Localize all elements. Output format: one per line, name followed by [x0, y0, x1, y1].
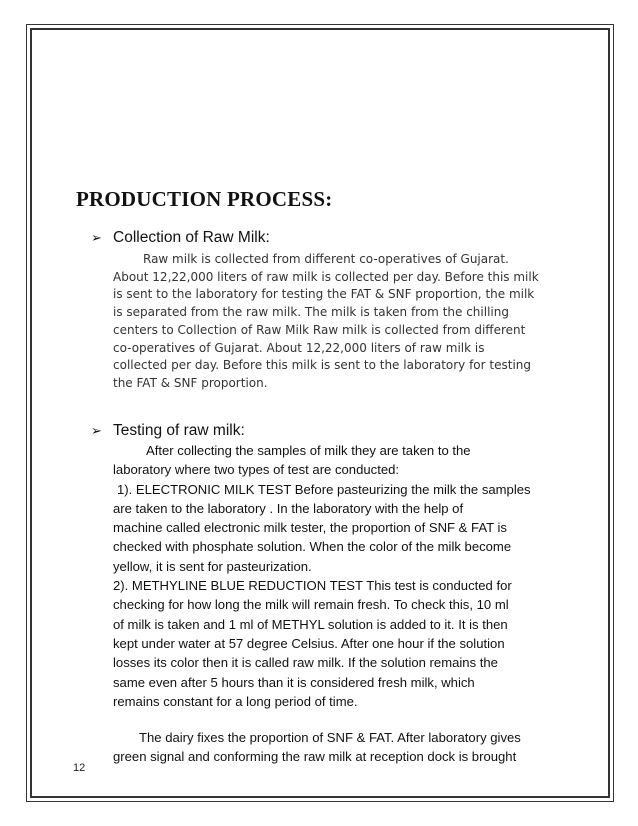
text-line: remains constant for a long period of time.	[113, 693, 358, 709]
arrow-bullet-icon: ➢	[91, 424, 102, 439]
section-testing	[91, 422, 245, 440]
section-testing-text	[113, 441, 573, 767]
text-line: checked with phosphate solution. When the color of the milk become	[113, 539, 512, 555]
text-line: are taken to the laboratory . In the laboratory with the help of	[113, 500, 464, 516]
text-line: yellow, it is sent for pasteurization.	[113, 558, 312, 574]
text-line: 2). METHYLINE BLUE REDUCTION TEST This test is conducted for	[113, 578, 512, 594]
text-line: About 12,22,000 liters of raw milk is collected per day. Before this milk	[113, 269, 539, 284]
text-line: kept under water at 57 degree Celsius. After one hour if the solution	[113, 635, 505, 651]
arrow-bullet-icon: ➢	[91, 231, 102, 246]
text-line: 1). ELECTRONIC MILK TEST Before pasteurizing the milk the samples	[117, 481, 531, 497]
text-line: of milk is taken and 1 ml of METHYL solution is added to it. It is then	[113, 616, 508, 632]
text-line: centers to Collection of Raw Milk Raw milk is collected from different	[113, 322, 526, 337]
text-line: is separated from the raw milk. The milk is taken from the chilling	[113, 305, 509, 320]
page-heading: PRODUCTION PROCESS:	[76, 187, 333, 211]
section-title: Testing of raw milk:	[113, 422, 245, 439]
text-line: The dairy fixes the proportion of SNF & FAT. After laboratory gives	[139, 730, 521, 746]
text-line: green signal and conforming the raw milk at reception dock is brought	[113, 749, 517, 765]
text-line: Raw milk is collected from different co-operatives of Gujarat.	[143, 252, 509, 266]
text-line: the FAT & SNF proportion.	[113, 375, 268, 390]
text-line: losses its color then it is called raw milk. If the solution remains the	[113, 655, 498, 671]
page-number: 12	[73, 762, 86, 774]
text-line: same even after 5 hours than it is considered fresh milk, which	[113, 674, 475, 690]
text-line: After collecting the samples of milk they are taken to the	[146, 443, 471, 458]
text-line: is sent to the laboratory for testing the FAT & SNF proportion, the milk	[113, 287, 535, 302]
section-collection-text	[113, 251, 573, 393]
text-line: laboratory where two types of test are conducted:	[113, 462, 400, 478]
text-line: machine called electronic milk tester, the proportion of SNF & FAT is	[113, 520, 507, 536]
section-collection	[91, 229, 270, 247]
section-title: Collection of Raw Milk:	[113, 229, 270, 246]
text-line: collected per day. Before this milk is sent to the laboratory for testing	[113, 358, 532, 373]
text-line: co-operatives of Gujarat. About 12,22,000 liters of raw milk is	[113, 340, 485, 355]
text-line: checking for how long the milk will remain fresh. To check this, 10 ml	[113, 597, 509, 613]
